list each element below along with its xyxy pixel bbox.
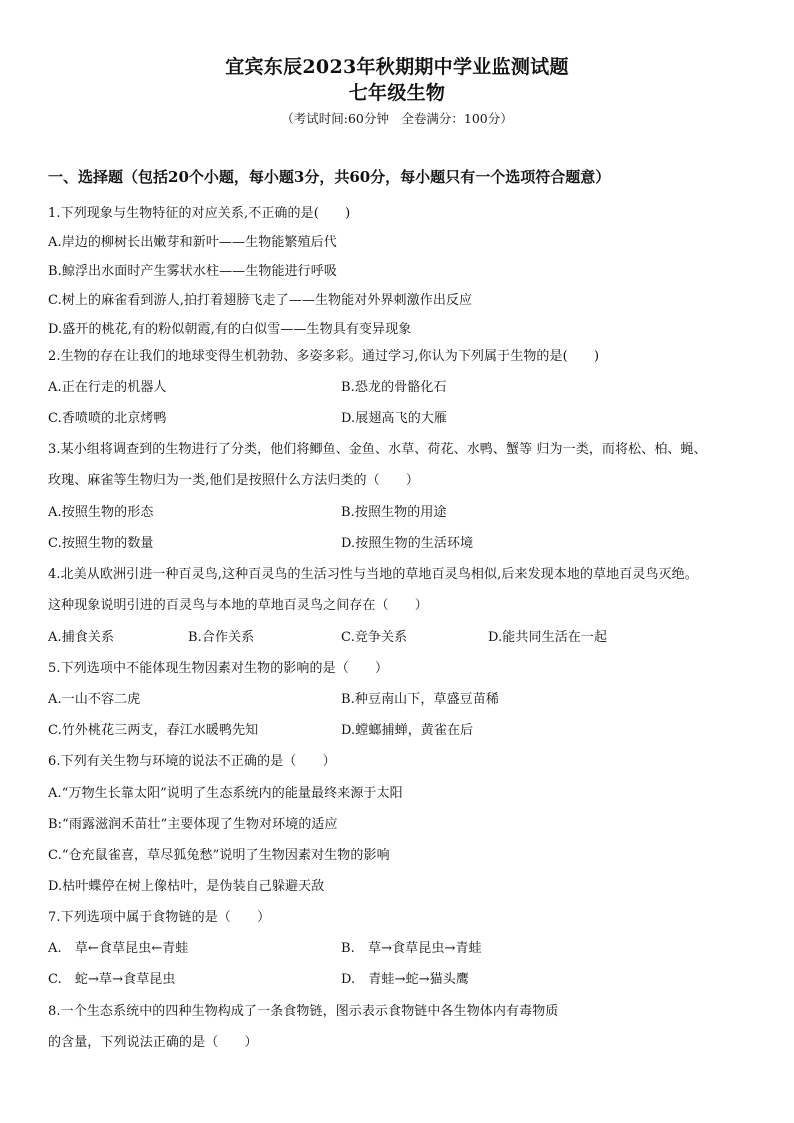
option-d: D.按照生物的生活环境 bbox=[341, 536, 474, 551]
option-a: A.正在行走的机器人 bbox=[48, 380, 167, 395]
option-b: B.恐龙的骨骼化石 bbox=[341, 380, 447, 395]
question-stem: 8.一个生态系统中的四种生物构成了一条食物链，图示表示食物链中各生物体内有毒物质 bbox=[48, 1004, 559, 1019]
option-a: A.一山不容二虎 bbox=[48, 692, 141, 707]
option-c: C.按照生物的数量 bbox=[48, 536, 154, 551]
question-stem: 7.下列选项中属于食物链的是（ ） bbox=[48, 910, 271, 925]
option-b: B.种豆南山下，草盛豆苗稀 bbox=[341, 692, 499, 707]
option-d: D.枯叶蝶停在树上像枯叶，是伪装自己躲避天敌 bbox=[48, 879, 325, 894]
question-stem: 2.生物的存在让我们的地球变得生机勃勃、多姿多彩。通过学习,你认为下列属于生物的是( ) bbox=[48, 349, 600, 364]
exam-subject: 七年级生物 bbox=[348, 82, 446, 104]
question-stem-cont: 玫瑰、麻雀等生物归为一类,他们是按照什么方法归类的（ ） bbox=[48, 473, 420, 488]
option-a: A. 草←食草昆虫←青蛙 bbox=[48, 941, 189, 956]
option-c: C.“仓充鼠雀喜，草尽狐兔愁”说明了生物因素对生物的影响 bbox=[48, 848, 390, 863]
option-b: B:“雨露滋润禾苗壮”主要体现了生物对环境的适应 bbox=[48, 817, 338, 832]
option-b: B.鲸浮出水面时产生雾状水柱——生物能进行呼吸 bbox=[48, 264, 337, 279]
section-heading: 一、选择题（包括20个小题，每小题3分，共60分，每小题只有一个选项符合题意） bbox=[48, 168, 611, 186]
option-b: B.按照生物的用途 bbox=[341, 505, 447, 520]
option-c: C. 蛇→草→食草昆虫 bbox=[48, 972, 176, 987]
option-a: A.“万物生长靠太阳”说明了生态系统内的能量最终来源于太阳 bbox=[48, 786, 403, 801]
option-d: D.能共同生活在一起 bbox=[488, 630, 608, 645]
question-stem-cont: 的含量，下列说法正确的是（ ） bbox=[48, 1035, 258, 1050]
option-a: A.按照生物的形态 bbox=[48, 505, 154, 520]
option-d: D.展翅高飞的大雁 bbox=[341, 411, 447, 426]
exam-info: （考试时间:60分钟 全卷满分：100分） bbox=[281, 111, 513, 126]
question-stem: 3.某小组将调查到的生物进行了分类，他们将鲫鱼、金鱼、水草、荷花、水鸭、蟹等 归为一类，而将松、柏、蝇、 bbox=[48, 442, 707, 457]
question-stem: 1.下列现象与生物特征的对应关系,不正确的是( ) bbox=[48, 206, 351, 221]
exam-title: 宜宾东辰2023年秋期期中学业监测试题 bbox=[225, 56, 569, 78]
option-d: D.螳螂捕蝉，黄雀在后 bbox=[341, 723, 474, 738]
option-a: A.捕食关系 bbox=[48, 630, 115, 645]
option-c: C.香喷喷的北京烤鸭 bbox=[48, 411, 167, 426]
question-stem-cont: 这种现象说明引进的百灵鸟与本地的草地百灵鸟之间存在（ ） bbox=[48, 598, 428, 613]
option-a: A.岸边的柳树长出嫩芽和新叶——生物能繁殖后代 bbox=[48, 235, 337, 250]
question-stem: 4.北美从欧洲引进一种百灵鸟,这种百灵鸟的生活习性与当地的草地百灵鸟相似,后来发现本地的草地百灵鸟灭绝。 bbox=[48, 567, 698, 582]
option-d: D. 青蛙→蛇→猫头鹰 bbox=[341, 972, 469, 987]
option-b: B.合作关系 bbox=[188, 630, 255, 645]
question-stem: 6.下列有关生物与环境的说法不正确的是（ ） bbox=[48, 754, 336, 769]
option-b: B. 草→食草昆虫→青蛙 bbox=[341, 941, 482, 956]
option-c: C.竞争关系 bbox=[341, 630, 408, 645]
option-c: C.竹外桃花三两支，春江水暖鸭先知 bbox=[48, 723, 259, 738]
option-d: D.盛开的桃花,有的粉似朝霞,有的白似雪——生物具有变异现象 bbox=[48, 322, 412, 337]
option-c: C.树上的麻雀看到游人,拍打着翅膀飞走了——生物能对外界刺激作出反应 bbox=[48, 293, 473, 308]
question-stem: 5.下列选项中不能体现生物因素对生物的影响的是（ ） bbox=[48, 661, 389, 676]
